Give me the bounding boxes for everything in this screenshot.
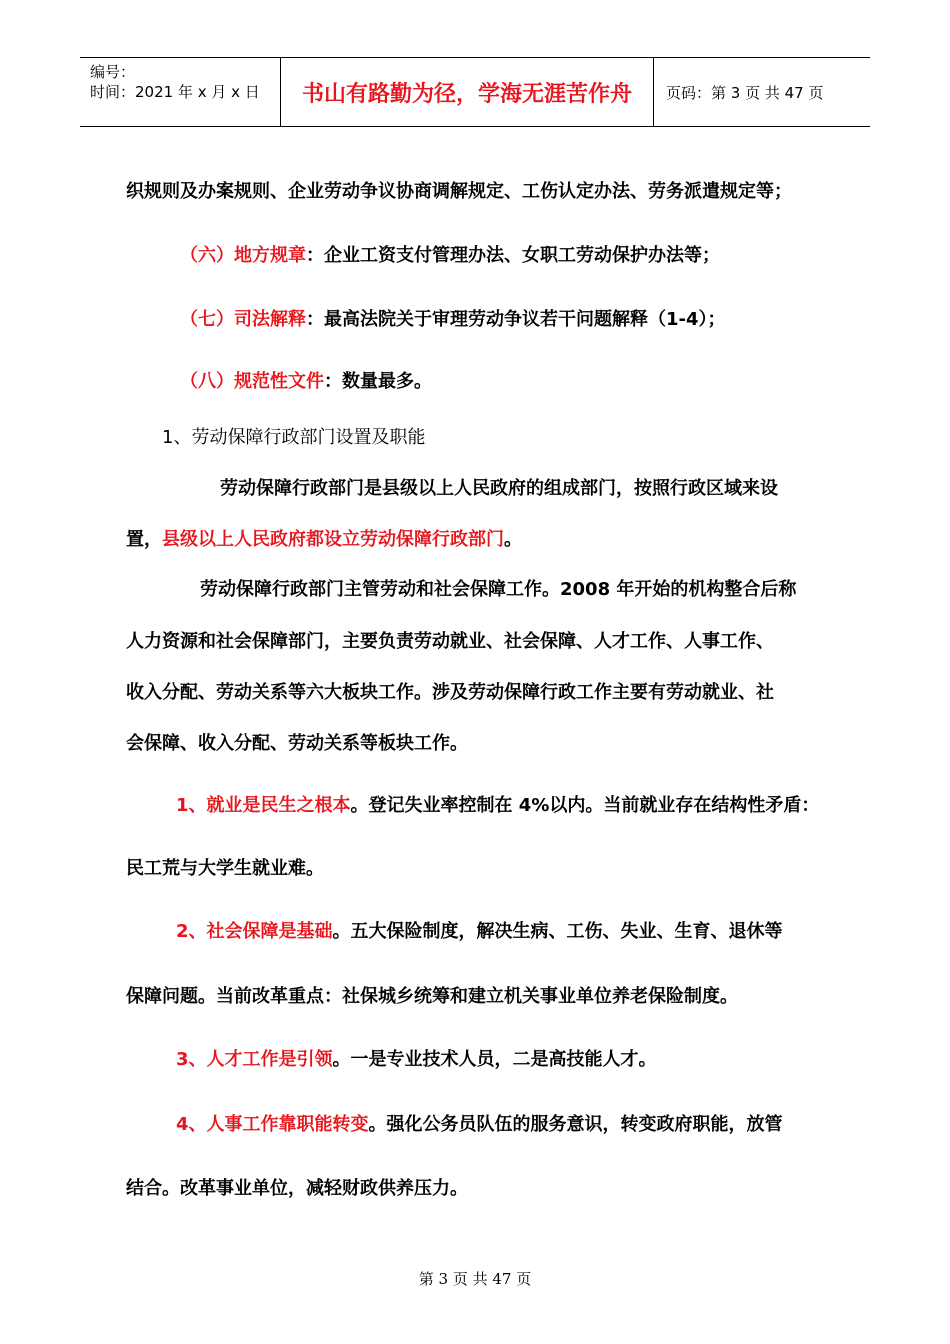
text: ：数量最多。 [324, 371, 432, 392]
paragraph-line [180, 244, 720, 268]
paragraph-line [176, 1113, 783, 1137]
text: 。一是专业技术人员，二是高技能人才。 [332, 1049, 657, 1070]
text: 。登记失业率控制在 4%以内。当前就业存在结构性矛盾： [350, 795, 820, 816]
paragraph-line [176, 1048, 657, 1072]
text: ：企业工资支付管理办法、女职工劳动保护办法等； [306, 245, 720, 266]
paragraph-line [180, 370, 432, 394]
paragraph-line [126, 681, 774, 705]
text: 劳动保障行政部门主管劳动和社会保障工作。2008 年开始的机构整合后称 [200, 579, 797, 600]
heading-red: （八）规范性文件 [180, 371, 324, 392]
section-heading [162, 426, 425, 450]
text: 收入分配、劳动关系等六大板块工作。涉及劳动保障行政工作主要有劳动就业、社 [126, 682, 774, 703]
paragraph-line [176, 794, 819, 818]
paragraph-line [200, 578, 796, 602]
text: 保障问题。当前改革重点：社保城乡统筹和建立机关事业单位养老保险制度。 [126, 986, 738, 1007]
header-meta [80, 58, 281, 126]
paragraph-line [126, 1177, 468, 1201]
text: 1、劳动保障行政部门设置及职能 [162, 427, 426, 448]
paragraph-line [220, 477, 778, 501]
page-footer: 第 3 页 共 47 页 [418, 1270, 532, 1288]
heading-red: 3、人才工作是引领 [176, 1049, 333, 1070]
text: 民工荒与大学生就业难。 [126, 858, 324, 879]
heading-red: 2、社会保障是基础 [176, 921, 333, 942]
text: 劳动保障行政部门是县级以上人民政府的组成部门，按照行政区域来设 [220, 478, 778, 499]
text: ：最高法院关于审理劳动争议若干问题解释（1-4）； [306, 309, 726, 330]
paragraph-line [126, 630, 774, 654]
paragraph-line [126, 857, 324, 881]
highlight-red: 县级以上人民政府都设立劳动保障行政部门 [162, 529, 504, 550]
text: 织规则及办案规则、企业劳动争议协商调解规定、工伤认定办法、劳务派遣规定等； [126, 181, 792, 202]
heading-red: （七）司法解释 [180, 309, 306, 330]
heading-red: 1、就业是民生之根本 [176, 795, 351, 816]
paragraph-line [126, 732, 468, 756]
header-page-info: 页码：第 3 页 共 47 页 [666, 83, 824, 102]
document-header [80, 57, 870, 127]
text: 。五大保险制度，解决生病、工伤、失业、生育、退休等 [332, 921, 783, 942]
paragraph-line [126, 528, 522, 552]
number-label: 编号： [90, 63, 136, 81]
text: 结合。改革事业单位，减轻财政供养压力。 [126, 1178, 468, 1199]
paragraph-line [176, 920, 783, 944]
paragraph-line [180, 308, 726, 332]
heading-red: 4、人事工作靠职能转变 [176, 1114, 369, 1135]
text: 人力资源和社会保障部门，主要负责劳动就业、社会保障、人才工作、人事工作、 [126, 631, 774, 652]
text: 置， [126, 529, 162, 550]
time-label: 时间：2021 年 x 月 x 日 [90, 83, 260, 101]
heading-red: （六）地方规章 [180, 245, 306, 266]
paragraph-line [126, 985, 738, 1009]
header-motto: 书山有路勤为径，学海无涯苦作舟 [281, 58, 654, 126]
text: 。强化公务员队伍的服务意识，转变政府职能，放管 [368, 1114, 783, 1135]
paragraph-line [126, 180, 792, 204]
text: 会保障、收入分配、劳动关系等板块工作。 [126, 733, 468, 754]
text: 。 [504, 529, 522, 550]
